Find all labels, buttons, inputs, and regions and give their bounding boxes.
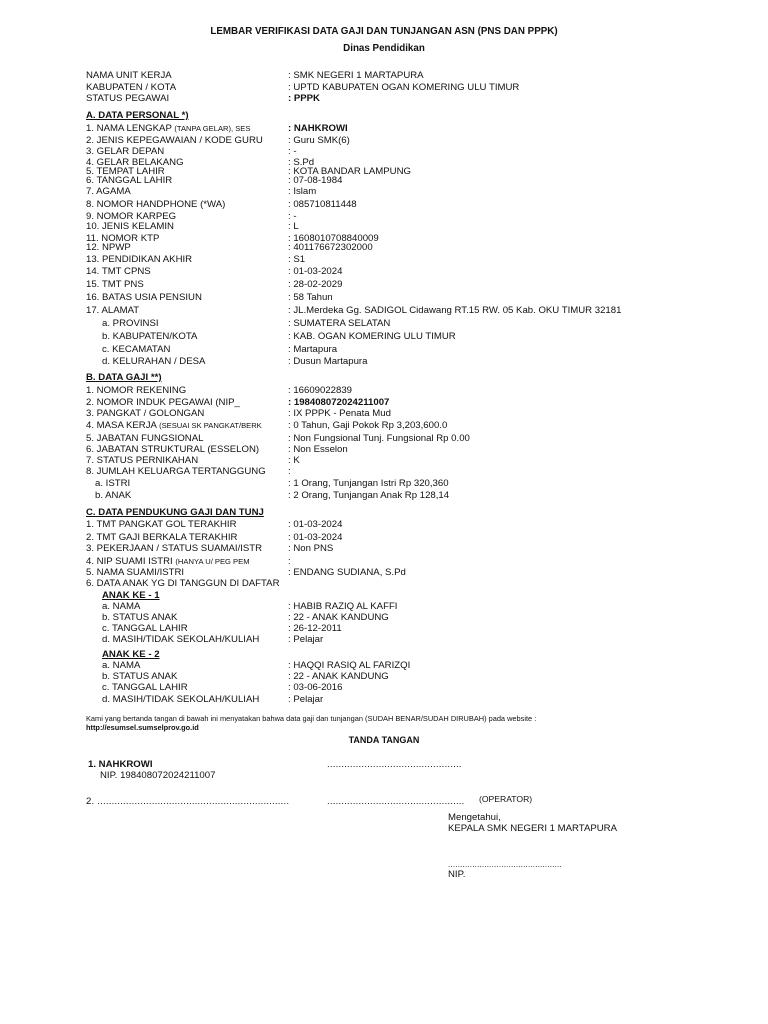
pendukung-row-label: 2. TMT GAJI BERKALA TERAKHIR bbox=[86, 532, 238, 543]
gaji-row-label: 2. NOMOR INDUK PEGAWAI (NIP_ bbox=[86, 397, 240, 408]
gaji-row-value: : 16609022839 bbox=[288, 385, 353, 396]
document-title: LEMBAR VERIFIKASI DATA GAJI DAN TUNJANGAN ASN (PNS DAN PPPK) bbox=[210, 26, 558, 37]
unit-kerja-label: NAMA UNIT KERJA bbox=[86, 70, 172, 81]
pendukung-row-label: 5. NAMA SUAMI/ISTRI bbox=[86, 567, 185, 578]
child-row-value: : Pelajar bbox=[288, 694, 324, 705]
personal-row-label: 7. AGAMA bbox=[86, 186, 131, 197]
signer-1-name: 1. NAHKROWI bbox=[88, 759, 153, 770]
personal-row-label: 11. NOMOR KTP bbox=[86, 233, 160, 244]
personal-row-label: 4. GELAR BELAKANG bbox=[86, 157, 184, 168]
child-row-value: : 22 - ANAK KANDUNG bbox=[288, 612, 389, 623]
gaji-row-label: 4. MASA KERJA (SESUAI SK PANGKAT/BERK bbox=[86, 420, 262, 431]
personal-row-value: : KOTA BANDAR LAMPUNG bbox=[288, 166, 411, 177]
section-b-heading: B. DATA GAJI **) bbox=[86, 372, 162, 383]
personal-row-value: : Guru SMK(6) bbox=[288, 135, 350, 146]
pendukung-row-label: 4. NIP SUAMI ISTRI (HANYA U/ PEG PEM bbox=[86, 556, 250, 567]
personal-row-label: 1. NAMA LENGKAP (TANPA GELAR), SES bbox=[86, 123, 251, 134]
head-title: KEPALA SMK NEGERI 1 MARTAPURA bbox=[448, 823, 618, 834]
section-c-heading: C. DATA PENDUKUNG GAJI DAN TUNJ bbox=[86, 507, 264, 518]
status-pegawai-label: STATUS PEGAWAI bbox=[86, 93, 170, 104]
signer-1-nip: NIP. 198408072024211007 bbox=[100, 770, 216, 781]
personal-row-value: : 58 Tahun bbox=[288, 292, 333, 303]
gaji-row-value: : IX PPPK - Penata Mud bbox=[288, 408, 391, 419]
signer-2-name-line: 2. ................................................................... bbox=[86, 796, 290, 807]
pendukung-row-value: : 01-03-2024 bbox=[288, 519, 343, 530]
personal-row-value: : JL.Merdeka Gg. SADIGOL Cidawang RT.15 RW. 05 Kab. OKU TIMUR 32181 bbox=[288, 305, 622, 316]
pendukung-row-value: : ENDANG SUDIANA, S.Pd bbox=[288, 567, 406, 578]
gaji-row-value: : 0 Tahun, Gaji Pokok Rp 3,203,600.0 bbox=[288, 420, 448, 431]
personal-row-value: : - bbox=[288, 211, 297, 222]
kabupaten-value: : UPTD KABUPATEN OGAN KOMERING ULU TIMUR bbox=[288, 82, 520, 93]
pendukung-row-label: 3. PEKERJAAN / STATUS SUAMAI/ISTR bbox=[86, 543, 263, 554]
personal-row-label: 14. TMT CPNS bbox=[86, 266, 151, 277]
child-row-value: : 03-06-2016 bbox=[288, 682, 343, 693]
personal-row-label: 10. JENIS KELAMIN bbox=[86, 221, 174, 232]
gaji-row-value: : Non Fungsional Tunj. Fungsional Rp 0.00 bbox=[288, 433, 470, 444]
personal-row-value: : S.Pd bbox=[288, 157, 315, 168]
personal-row-value: : Martapura bbox=[288, 344, 338, 355]
child-row-label: c. TANGGAL LAHIR bbox=[102, 623, 188, 634]
personal-row-label: 9. NOMOR KARPEG bbox=[86, 211, 177, 222]
child-row-value: : HABIB RAZIQ AL KAFFI bbox=[288, 601, 398, 612]
gaji-row-value: : 1 Orang, Tunjangan Istri Rp 320,360 bbox=[288, 478, 449, 489]
gaji-row-value: : bbox=[288, 466, 291, 477]
child-row-label: d. MASIH/TIDAK SEKOLAH/KULIAH bbox=[102, 634, 260, 645]
document-subtitle: Dinas Pendidikan bbox=[343, 43, 425, 54]
personal-row-value: : KAB. OGAN KOMERING ULU TIMUR bbox=[288, 331, 456, 342]
personal-row-label: 5. TEMPAT LAHIR bbox=[86, 166, 165, 177]
personal-row-value: : 085710811448 bbox=[288, 199, 357, 210]
gaji-row-value: : Non Esselon bbox=[288, 444, 348, 455]
personal-row-value: : 1608010708840009 bbox=[288, 233, 379, 244]
personal-row-label: 15. TMT PNS bbox=[86, 279, 144, 290]
child-row-label: d. MASIH/TIDAK SEKOLAH/KULIAH bbox=[102, 694, 260, 705]
child-row-label: a. NAMA bbox=[102, 660, 141, 671]
personal-row-label: 16. BATAS USIA PENSIUN bbox=[86, 292, 202, 303]
child-row-value: : Pelajar bbox=[288, 634, 324, 645]
gaji-row-value: : 198408072024211007 bbox=[288, 397, 390, 408]
personal-row-value: : NAHKROWI bbox=[288, 123, 348, 134]
personal-row-label: 8. NOMOR HANDPHONE (*WA) bbox=[86, 199, 226, 210]
child-row-label: a. NAMA bbox=[102, 601, 141, 612]
gaji-row-value: : K bbox=[288, 455, 300, 466]
pendukung-row-value: : Non PNS bbox=[288, 543, 334, 554]
personal-row-label: 2. JENIS KEPEGAWAIAN / KODE GURU bbox=[86, 135, 263, 146]
head-signature-line: ............................................... bbox=[448, 860, 562, 869]
gaji-row-label: 6. JABATAN STRUKTURAL (ESSELON) bbox=[86, 444, 260, 455]
personal-row-label: b. KABUPATEN/KOTA bbox=[102, 331, 198, 342]
unit-kerja-value: : SMK NEGERI 1 MARTAPURA bbox=[288, 70, 424, 81]
pendukung-row-label: 6. DATA ANAK YG DI TANGGUN DI DAFTAR bbox=[86, 578, 280, 589]
personal-row-value: : 28-02-2029 bbox=[288, 279, 343, 290]
head-nip: NIP. bbox=[448, 869, 466, 880]
gaji-row-label: 8. JUMLAH KELUARGA TERTANGGUNG bbox=[86, 466, 266, 477]
personal-row-value: : L bbox=[288, 221, 299, 232]
gaji-row-label: 7. STATUS PERNIKAHAN bbox=[86, 455, 199, 466]
signer-1-signature-line: ............................................... bbox=[327, 759, 462, 770]
status-pegawai-value: : PPPK bbox=[288, 93, 320, 104]
child-row-value: : 22 - ANAK KANDUNG bbox=[288, 671, 389, 682]
personal-row-value: : SUMATERA SELATAN bbox=[288, 318, 391, 329]
signature-heading: TANDA TANGAN bbox=[348, 735, 420, 745]
gaji-row-label: 1. NOMOR REKENING bbox=[86, 385, 187, 396]
gaji-row-label: 5. JABATAN FUNGSIONAL bbox=[86, 433, 204, 444]
operator-label: (OPERATOR) bbox=[479, 794, 533, 804]
pendukung-row-value: : bbox=[288, 556, 291, 567]
section-a-heading: A. DATA PERSONAL *) bbox=[86, 110, 189, 121]
gaji-row-label: b. ANAK bbox=[95, 490, 132, 501]
gaji-row-value: : 2 Orang, Tunjangan Anak Rp 128,14 bbox=[288, 490, 450, 501]
personal-row-value: : Islam bbox=[288, 186, 317, 197]
gaji-row-label: a. ISTRI bbox=[95, 478, 131, 489]
website-link[interactable]: http://esumsel.sumselprov.go.id bbox=[86, 723, 199, 732]
signer-2-signature-line: ................................................ bbox=[327, 796, 465, 807]
personal-row-label: d. KELURAHAN / DESA bbox=[102, 356, 206, 367]
child-row-label: b. STATUS ANAK bbox=[102, 671, 178, 682]
personal-row-value: : S1 bbox=[288, 254, 306, 265]
personal-row-value: : 401176672302000 bbox=[288, 242, 373, 253]
personal-row-label: 17. ALAMAT bbox=[86, 305, 140, 316]
personal-row-label: a. PROVINSI bbox=[102, 318, 159, 329]
child-row-value: : HAQQI RASIQ AL FARIZQI bbox=[288, 660, 411, 671]
personal-row-label: 3. GELAR DEPAN bbox=[86, 146, 165, 157]
personal-row-label: 13. PENDIDIKAN AKHIR bbox=[86, 254, 193, 265]
gaji-row-label: 3. PANGKAT / GOLONGAN bbox=[86, 408, 205, 419]
personal-row-label: c. KECAMATAN bbox=[102, 344, 171, 355]
personal-row-label: 12. NPWP bbox=[86, 242, 131, 253]
personal-row-value: : 01-03-2024 bbox=[288, 266, 343, 277]
child-2-heading: ANAK KE - 2 bbox=[102, 649, 160, 660]
known-by-label: Mengetahui, bbox=[448, 812, 501, 823]
kabupaten-label: KABUPATEN / KOTA bbox=[86, 82, 177, 93]
pendukung-row-label: 1. TMT PANGKAT GOL TERAKHIR bbox=[86, 519, 237, 530]
child-row-label: b. STATUS ANAK bbox=[102, 612, 178, 623]
personal-row-value: : Dusun Martapura bbox=[288, 356, 368, 367]
child-row-value: : 26-12-2011 bbox=[288, 623, 342, 634]
child-row-label: c. TANGGAL LAHIR bbox=[102, 682, 188, 693]
child-1-heading: ANAK KE - 1 bbox=[102, 590, 160, 601]
statement-text: Kami yang bertanda tangan di bawah ini menyatakan bahwa data gaji dan tunjangan (SUDAH BENAR/SUDAH DIRUBAH) pada website : bbox=[86, 714, 537, 723]
pendukung-row-value: : 01-03-2024 bbox=[288, 532, 343, 543]
personal-row-value: : - bbox=[288, 146, 297, 157]
personal-row-value: : 07-08-1984 bbox=[288, 175, 343, 186]
personal-row-label: 6. TANGGAL LAHIR bbox=[86, 175, 173, 186]
